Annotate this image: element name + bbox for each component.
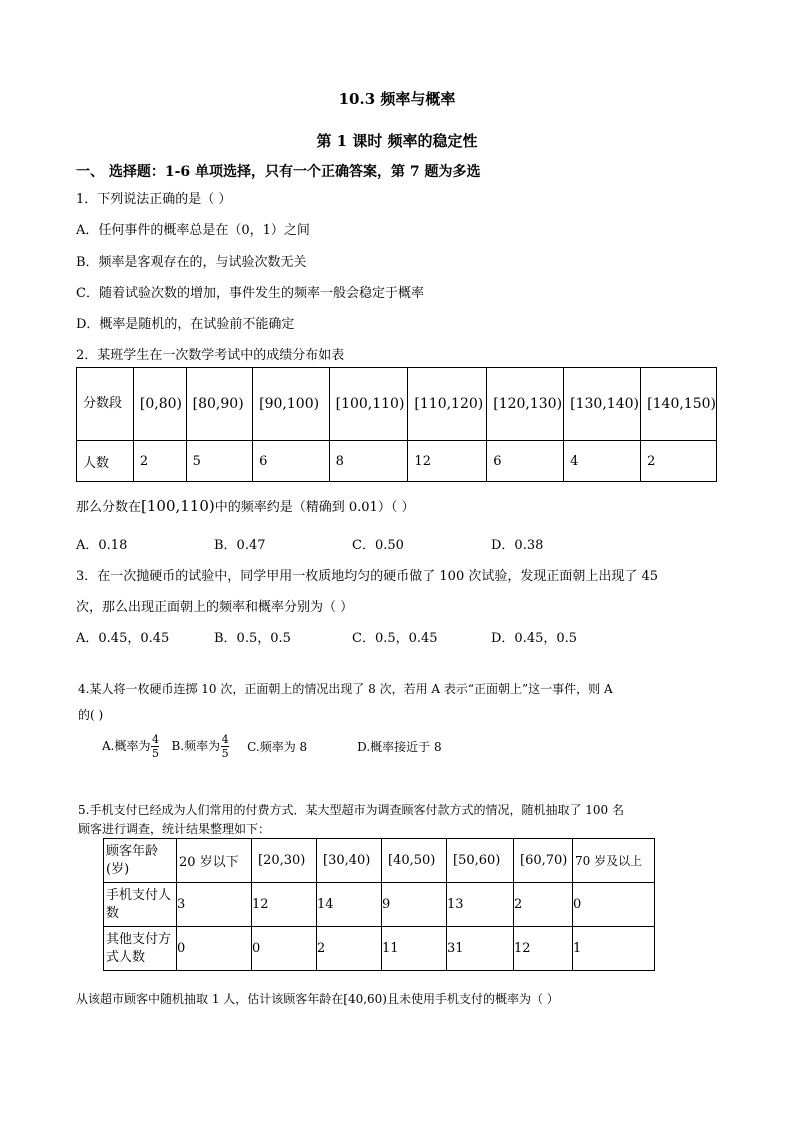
table-cell: 2 bbox=[514, 883, 573, 927]
table-cell: 12 bbox=[514, 927, 573, 971]
fraction bbox=[151, 733, 159, 760]
table-header-cell: [0,80) bbox=[133, 368, 186, 441]
q4-option-a-label: A.概率为 bbox=[102, 739, 151, 753]
table-cell: 4 bbox=[564, 441, 641, 482]
q2-follow-up bbox=[76, 496, 414, 515]
q2-option-a: A．0.18 bbox=[76, 538, 128, 553]
table-cell: 14 bbox=[317, 883, 382, 927]
q3-line-1: 3．在一次抛硬币的试验中，同学甲用一枚质地均匀的硬币做了 100 次试验，发现正面朝上出现了 45 bbox=[76, 569, 659, 584]
section-heading: 一、 选择题：1-6 单项选择，只有一个正确答案，第 7 题为多选 bbox=[76, 164, 481, 180]
q5-line-1: 5.手机支付已经成为人们常用的付费方式．某大型超市为调查顾客付款方式的情况，随机抽取了 100 名 bbox=[78, 803, 624, 817]
table-header-cell: [140,150) bbox=[641, 368, 717, 441]
table-header-cell: 70 岁及以上 bbox=[573, 839, 655, 883]
table-header-cell: [110,120) bbox=[408, 368, 487, 441]
q4-option-c: C.频率为 8 bbox=[247, 740, 308, 754]
q3-option-d: D．0.45，0.5 bbox=[491, 631, 578, 646]
q2-option-c: C．0.50 bbox=[352, 538, 404, 553]
q5-line-2: 顾客进行调查，统计结果整理如下： bbox=[78, 822, 271, 836]
table-row bbox=[104, 883, 655, 927]
table-cell: 1 bbox=[573, 927, 655, 971]
table-cell: 3 bbox=[177, 883, 252, 927]
table-cell: 0 bbox=[573, 883, 655, 927]
q4-options bbox=[102, 733, 442, 760]
q4-line-2: 的( ) bbox=[78, 708, 104, 722]
page-title: 10.3 频率与概率 bbox=[338, 90, 456, 108]
table-header-cell: [50,60) bbox=[447, 839, 514, 883]
table-cell: 手机支付人数 bbox=[104, 883, 177, 927]
fraction-denominator: 5 bbox=[151, 747, 159, 760]
table-header-cell: [120,130) bbox=[487, 368, 564, 441]
table-header-cell: [80,90) bbox=[186, 368, 253, 441]
table-header-cell: 顾客年龄(岁) bbox=[104, 839, 177, 883]
q3-option-c: C．0.5，0.45 bbox=[352, 631, 438, 646]
table-cell: 11 bbox=[382, 927, 447, 971]
table-cell: 2 bbox=[641, 441, 717, 482]
table-cell: 6 bbox=[253, 441, 329, 482]
table-header-cell: [130,140) bbox=[564, 368, 641, 441]
table-header-cell: [30,40) bbox=[317, 839, 382, 883]
q4-option-b-label: B.频率为 bbox=[171, 739, 221, 753]
q4-option-b bbox=[171, 733, 229, 760]
table-cell: 12 bbox=[408, 441, 487, 482]
table-header-row bbox=[104, 839, 655, 883]
table-row bbox=[77, 441, 717, 482]
table-cell: 2 bbox=[133, 441, 186, 482]
q2-option-d: D．0.38 bbox=[491, 538, 544, 553]
table-cell: 0 bbox=[252, 927, 317, 971]
table-cell: 31 bbox=[447, 927, 514, 971]
q5-question: 从该超市顾客中随机抽取 1 人，估计该顾客年龄在[40,60)且未使用手机支付的概率为（ ） bbox=[76, 992, 559, 1006]
q1-option-a: A．任何事件的概率总是在（0，1）之间 bbox=[76, 223, 310, 238]
fraction-numerator: 4 bbox=[151, 733, 159, 746]
score-distribution-table bbox=[76, 367, 717, 482]
table-cell: 5 bbox=[186, 441, 253, 482]
table-cell: 9 bbox=[382, 883, 447, 927]
q2-follow-interval: [100,110) bbox=[141, 497, 215, 515]
q2-option-b: B．0.47 bbox=[214, 538, 266, 553]
table-header-cell: 20 岁以下 bbox=[177, 839, 252, 883]
table-header-row bbox=[77, 368, 717, 441]
q2-follow-pre: 那么分数在 bbox=[76, 500, 142, 515]
fraction-denominator: 5 bbox=[221, 747, 229, 760]
table-cell: 0 bbox=[177, 927, 252, 971]
q3-option-b: B．0.5，0.5 bbox=[214, 631, 291, 646]
table-cell: 人数 bbox=[77, 441, 134, 482]
lesson-subtitle: 第 1 课时 频率的稳定性 bbox=[316, 132, 478, 150]
q4-option-d: D.概率接近于 8 bbox=[357, 740, 442, 754]
q1-option-d: D．概率是随机的，在试验前不能确定 bbox=[76, 317, 295, 332]
fraction bbox=[221, 733, 229, 760]
payment-survey-table bbox=[103, 838, 655, 971]
q4-line-1: 4.某人将一枚硬币连掷 10 次，正面朝上的情况出现了 8 次，若用 A 表示“正面朝上”这一事件，则 A bbox=[78, 682, 613, 696]
q3-option-a: A．0.45，0.45 bbox=[76, 631, 170, 646]
table-header-cell: [20,30) bbox=[252, 839, 317, 883]
table-cell: 12 bbox=[252, 883, 317, 927]
q3-line-2: 次，那么出现正面朝上的频率和概率分别为（ ） bbox=[76, 600, 354, 615]
fraction-numerator: 4 bbox=[221, 733, 229, 746]
q2-follow-post: 中的频率约是（精确到 0.01）（ ） bbox=[214, 500, 415, 515]
table-header-cell: [60,70) bbox=[514, 839, 573, 883]
table-header-cell: [100,110) bbox=[329, 368, 408, 441]
table-cell: 6 bbox=[487, 441, 564, 482]
table-cell: 8 bbox=[329, 441, 408, 482]
table-header-cell: [40,50) bbox=[382, 839, 447, 883]
table-cell: 13 bbox=[447, 883, 514, 927]
table-cell: 2 bbox=[317, 927, 382, 971]
table-header-cell: [90,100) bbox=[253, 368, 329, 441]
q2-stem: 2．某班学生在一次数学考试中的成绩分布如表 bbox=[76, 348, 345, 363]
q4-option-a bbox=[102, 733, 159, 760]
table-row bbox=[104, 927, 655, 971]
q1-stem: 1．下列说法正确的是（ ） bbox=[76, 192, 232, 207]
q1-option-b: B．频率是客观存在的，与试验次数无关 bbox=[76, 255, 307, 270]
table-cell: 其他支付方式人数 bbox=[104, 927, 177, 971]
table-header-cell: 分数段 bbox=[77, 368, 134, 441]
q1-option-c: C．随着试验次数的增加，事件发生的频率一般会稳定于概率 bbox=[76, 286, 424, 301]
